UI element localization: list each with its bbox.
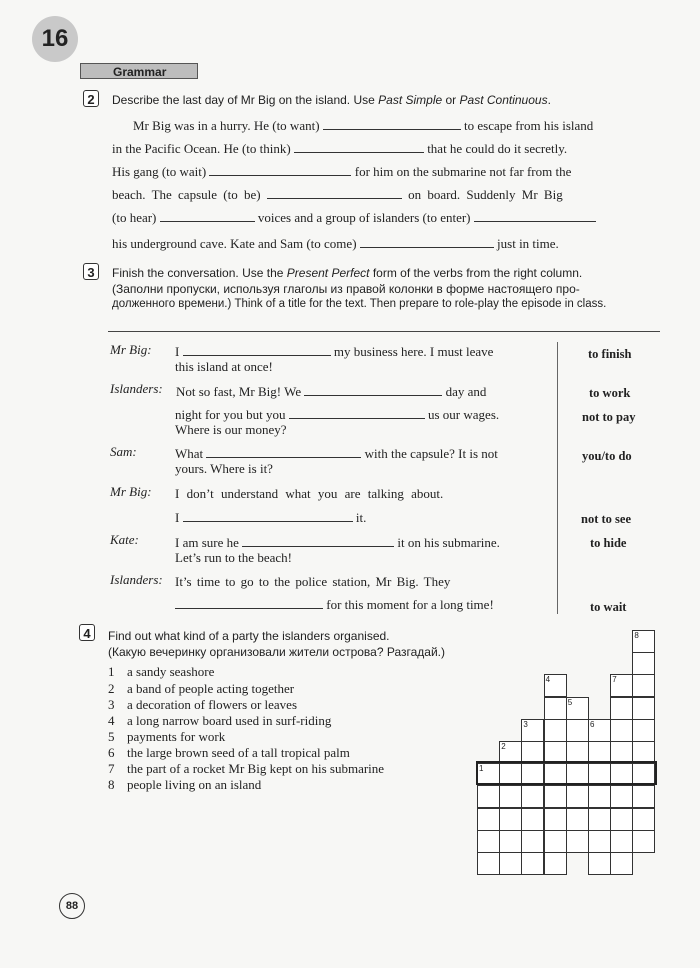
ex2-text: voices and a group of islanders (to enter) xyxy=(257,210,471,225)
dialogue-text: Not so fast, Mr Big! We xyxy=(176,384,302,399)
instruction-italic: Past Continuous xyxy=(459,93,548,107)
dialogue-line: this island at once! xyxy=(175,359,273,374)
crossword-cell-number: 2 xyxy=(501,742,506,751)
crossword-cell[interactable] xyxy=(477,830,500,853)
instruction-text: . xyxy=(547,93,551,107)
section-label: Grammar xyxy=(80,63,198,79)
exercise-3-instruction-ru: (Заполни пропуски, используя глаголы из правой колонки в форме настоящего про- xyxy=(112,282,580,296)
answer-blank[interactable] xyxy=(267,197,402,199)
crossword-cell[interactable] xyxy=(610,808,633,831)
crossword-cell-number: 8 xyxy=(634,631,639,640)
crossword-cell[interactable] xyxy=(610,830,633,853)
exercise-3-instruction xyxy=(112,266,582,280)
clue-item xyxy=(108,777,261,793)
exercise-3-number: 3 xyxy=(83,263,99,280)
crossword-cell[interactable] xyxy=(566,785,589,808)
answer-blank[interactable] xyxy=(294,151,424,153)
ex2-text: that he could do it secretly. xyxy=(427,141,568,156)
crossword-cell[interactable] xyxy=(632,630,655,653)
ex2-line-4 xyxy=(112,187,563,203)
verb-option: to hide xyxy=(590,536,627,550)
crossword-cell[interactable] xyxy=(521,852,544,875)
crossword-cell[interactable] xyxy=(521,808,544,831)
clue-text: a decoration of flowers or leaves xyxy=(127,697,298,712)
crossword-cell[interactable] xyxy=(610,719,633,742)
clue-item xyxy=(108,697,297,713)
answer-blank[interactable] xyxy=(206,456,361,458)
dialogue-text: What xyxy=(175,446,204,461)
crossword-cell[interactable] xyxy=(632,808,655,831)
ex2-text: in the Pacific Ocean. He (to think) xyxy=(112,141,291,156)
ex2-line-3 xyxy=(112,164,571,180)
instruction-text: form of the verbs from the right column. xyxy=(369,266,583,280)
dialogue-line: It’s time to go to the police station, Mr Big. They xyxy=(175,574,451,589)
answer-blank[interactable] xyxy=(209,174,351,176)
answer-blank[interactable] xyxy=(289,417,425,419)
dialogue-text: I am sure he xyxy=(175,535,239,550)
crossword-cell[interactable] xyxy=(499,830,522,853)
dialogue-text: my business here. I must leave xyxy=(333,344,494,359)
clue-text: a sandy seashore xyxy=(127,664,215,679)
dialogue-line xyxy=(175,597,494,613)
crossword-cell[interactable] xyxy=(610,674,633,697)
ex2-text: (to hear) xyxy=(112,210,157,225)
crossword-cell[interactable] xyxy=(588,852,611,875)
crossword-cell[interactable] xyxy=(544,719,567,742)
crossword-cell[interactable] xyxy=(610,697,633,720)
crossword-cell[interactable] xyxy=(588,719,611,742)
answer-blank[interactable] xyxy=(474,220,596,222)
speaker-mr-big: Mr Big: xyxy=(110,484,152,499)
crossword-cell[interactable] xyxy=(566,697,589,720)
crossword-cell[interactable] xyxy=(566,830,589,853)
dialogue-line: yours. Where is it? xyxy=(175,461,273,476)
instruction-text: or xyxy=(442,93,460,107)
dialogue-line: I don’t understand what you are talking about. xyxy=(175,486,444,501)
crossword-cell[interactable] xyxy=(521,830,544,853)
clue-item xyxy=(108,729,225,745)
verb-option: to wait xyxy=(590,600,627,614)
crossword-cell[interactable] xyxy=(632,830,655,853)
crossword-cell[interactable] xyxy=(477,785,500,808)
dialogue-text: it on his submarine. xyxy=(397,535,500,550)
crossword-cell[interactable] xyxy=(588,830,611,853)
unit-number-badge: 16 xyxy=(32,16,78,62)
clue-item xyxy=(108,681,294,697)
crossword-cell[interactable] xyxy=(499,808,522,831)
clue-number: 4 xyxy=(108,713,115,728)
ex2-text: Mr Big was in a hurry. He (to want) xyxy=(133,118,320,133)
ex2-text: his underground cave. Kate and Sam (to come) xyxy=(112,236,357,251)
instruction-text: Describe the last day of Mr Big on the island. Use xyxy=(112,93,379,107)
clue-item xyxy=(108,713,331,729)
clue-text: the part of a rocket Mr Big kept on his submarine xyxy=(127,761,385,776)
verb-option: to work xyxy=(589,386,631,400)
dialogue-text: I xyxy=(175,344,180,359)
clue-number: 8 xyxy=(108,777,115,792)
verb-option: not to pay xyxy=(582,410,636,424)
ex2-text: for him on the submarine not far from the xyxy=(354,164,572,179)
answer-blank[interactable] xyxy=(175,607,323,609)
answer-blank[interactable] xyxy=(360,246,494,248)
dialogue-line xyxy=(175,510,366,526)
ex2-line-2 xyxy=(112,141,567,157)
answer-blank[interactable] xyxy=(323,128,461,130)
exercise-4-number: 4 xyxy=(79,624,95,641)
speaker-islanders: Islanders: xyxy=(110,572,163,587)
answer-blank[interactable] xyxy=(183,520,353,522)
answer-blank[interactable] xyxy=(183,354,331,356)
page-number: 88 xyxy=(59,893,85,919)
speaker-kate: Kate: xyxy=(110,532,139,547)
crossword-cell[interactable] xyxy=(544,852,567,875)
clue-text: people living on an island xyxy=(127,777,262,792)
dialogue-line: Let’s run to the beach! xyxy=(175,550,292,565)
crossword-cell-number: 6 xyxy=(590,719,595,729)
crossword-answer-row xyxy=(476,761,657,785)
crossword-cell-number: 1 xyxy=(479,764,484,774)
dialogue-line: Where is our money? xyxy=(175,422,287,437)
answer-blank[interactable] xyxy=(242,545,394,547)
instruction-italic: Present Perfect xyxy=(286,266,370,280)
clue-text: a long narrow board used in surf-riding xyxy=(127,713,332,728)
crossword-cell[interactable] xyxy=(610,785,633,808)
crossword-cell[interactable] xyxy=(544,808,567,831)
speaker-islanders: Islanders: xyxy=(110,381,163,396)
ex2-text: His gang (to wait) xyxy=(112,164,207,179)
dialogue-line xyxy=(175,535,500,551)
dialogue-line xyxy=(175,407,499,423)
crossword-cell[interactable] xyxy=(632,652,655,675)
crossword-cell-number: 5 xyxy=(567,697,573,707)
clue-text: the large brown seed of a tall tropical palm xyxy=(127,745,350,760)
crossword-cell[interactable] xyxy=(588,785,611,808)
exercise-2-instruction xyxy=(112,93,551,107)
crossword-cell[interactable] xyxy=(610,852,633,875)
crossword-cell[interactable] xyxy=(632,674,655,697)
exercise-4-instruction: Find out what kind of a party the islanders organised. xyxy=(108,629,390,643)
clue-item xyxy=(108,664,214,680)
exercise-2-number: 2 xyxy=(83,90,99,107)
speaker-mr-big: Mr Big: xyxy=(110,342,152,357)
clue-text: a band of people acting together xyxy=(127,681,295,696)
crossword-cell[interactable] xyxy=(544,697,567,720)
exercise-3-instruction-2: долженного времени.) Think of a title for the text. Then prepare to role-play the episode in class. xyxy=(112,298,607,310)
clue-number: 3 xyxy=(108,697,115,712)
title-line[interactable] xyxy=(108,331,660,332)
answer-blank[interactable] xyxy=(160,220,255,222)
ex2-line-5 xyxy=(112,210,596,226)
speaker-sam: Sam: xyxy=(110,444,137,459)
ex2-line-1 xyxy=(133,118,593,134)
verb-option: to finish xyxy=(588,347,632,361)
clue-number: 6 xyxy=(108,745,115,760)
clue-number: 1 xyxy=(108,664,115,679)
clue-item xyxy=(108,761,384,777)
dialogue-text: for this moment for a long time! xyxy=(326,597,494,612)
crossword-cell[interactable] xyxy=(632,697,655,720)
clue-number: 2 xyxy=(108,681,115,696)
crossword-cell[interactable] xyxy=(588,808,611,831)
clue-item xyxy=(108,745,350,761)
ex2-text: to escape from his island xyxy=(464,118,594,133)
dialogue-text: us our wages. xyxy=(428,407,500,422)
exercise-4-instruction-ru: (Какую вечеринку организовали жители острова? Разгадай.) xyxy=(108,645,445,659)
crossword-cell-number: 4 xyxy=(545,675,551,685)
answer-blank[interactable] xyxy=(304,394,442,396)
crossword-cell[interactable] xyxy=(544,830,567,853)
crossword-cell[interactable] xyxy=(477,808,500,831)
dialogue-text: day and xyxy=(445,384,487,399)
crossword-cell[interactable] xyxy=(544,674,567,697)
clue-number: 7 xyxy=(108,761,115,776)
crossword-cell[interactable] xyxy=(499,785,522,808)
dialogue-text: I xyxy=(175,510,180,525)
crossword-cell[interactable] xyxy=(477,852,500,875)
crossword-cell[interactable] xyxy=(632,719,655,742)
crossword-cell[interactable] xyxy=(521,785,544,808)
ex2-text: beach. The capsule (to be) xyxy=(112,187,261,202)
crossword-cell-number: 3 xyxy=(523,719,528,729)
dialogue-line xyxy=(175,446,498,462)
crossword-cell[interactable] xyxy=(521,719,544,742)
instruction-text: Finish the conversation. Use the xyxy=(112,266,287,280)
verb-option: not to see xyxy=(581,512,631,526)
crossword-cell[interactable] xyxy=(499,852,522,875)
ex2-text: just in time. xyxy=(497,236,559,251)
dialogue-line xyxy=(175,344,493,360)
ex2-line-6 xyxy=(112,236,559,252)
dialogue-text: with the capsule? It is not xyxy=(364,446,498,461)
crossword-cell[interactable] xyxy=(566,719,589,742)
column-divider xyxy=(557,342,558,614)
dialogue-text: night for you but you xyxy=(175,407,286,422)
verb-option: you/to do xyxy=(582,449,632,463)
crossword-cell[interactable] xyxy=(566,808,589,831)
instruction-italic: Past Simple xyxy=(378,93,443,107)
clue-text: payments for work xyxy=(127,729,226,744)
dialogue-line xyxy=(176,384,486,400)
crossword-cell[interactable] xyxy=(544,785,567,808)
clue-number: 5 xyxy=(108,729,115,744)
ex2-text: on board. Suddenly Mr Big xyxy=(408,187,563,202)
crossword-cell[interactable] xyxy=(632,785,655,808)
crossword-cell-number: 7 xyxy=(612,675,617,685)
dialogue-text: it. xyxy=(355,510,367,525)
